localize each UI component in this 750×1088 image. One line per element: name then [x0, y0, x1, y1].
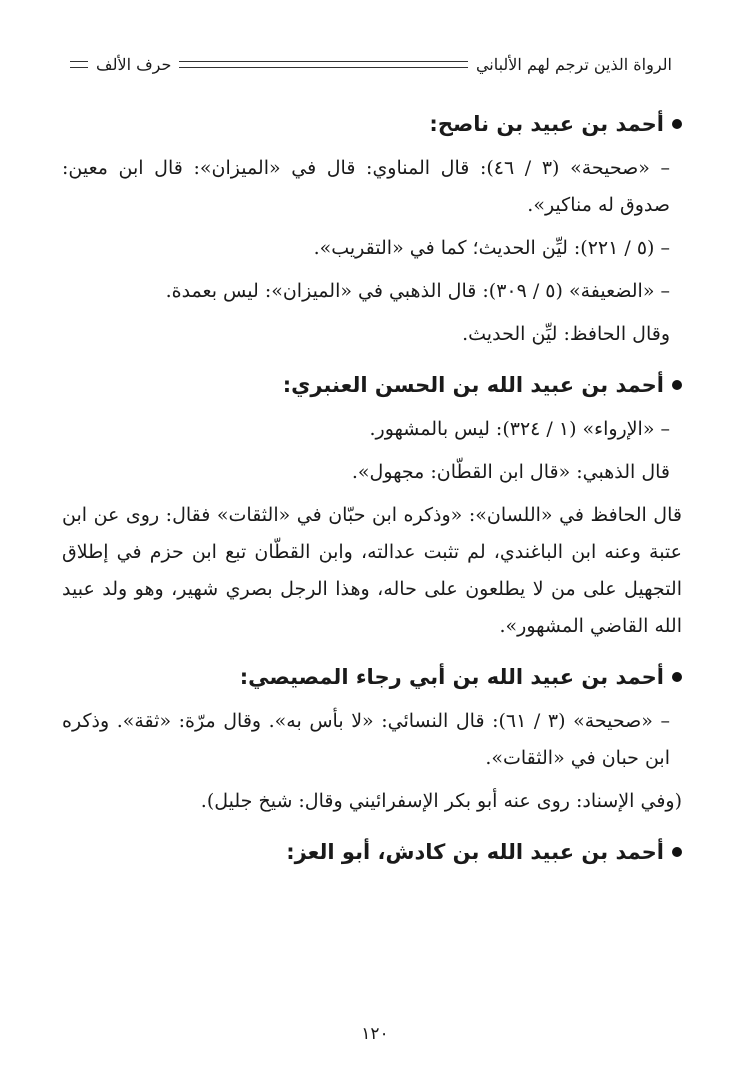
entry-paragraph: – (٥ / ٢٢١): ليِّن الحديث؛ كما في «التقريب». [313, 237, 670, 259]
header-section: حرف الألف [96, 54, 172, 74]
bullet-icon [672, 847, 682, 857]
entry-title [62, 661, 682, 693]
entry-paragraph: – «صحيحة» (٣ / ٤٦): قال المناوي: قال في «الميزان»: قال ابن معين: صدوق له مناكير». [62, 157, 671, 216]
entry-paragraph: – «الضعيفة» (٥ / ٣٠٩): قال الذهبي في «الميزان»: ليس بعمدة. [165, 280, 670, 302]
header-title: الرواة الذين ترجم لهم الألباني [475, 54, 672, 74]
header-rule-short [70, 61, 88, 68]
bullet-icon [672, 119, 682, 129]
entry-paragraph: (وفي الإسناد: روى عنه أبو بكر الإسفرائيني وقال: شيخ جليل). [200, 790, 682, 812]
entry-title-text: أحمد بن عبيد بن ناصح: [429, 112, 664, 136]
header-rule [179, 61, 468, 68]
entry-title-text: أحمد بن عبيد الله بن الحسن العنبري: [282, 373, 664, 397]
entry-title-text: أحمد بن عبيد الله بن كادش، أبو العز: [286, 840, 664, 864]
entry-paragraph: قال الحافظ في «اللسان»: «وذكره ابن حبّان في «الثقات» فقال: روى عن ابن عتبة وعنه ابن الباغندي، لم تثبت عدالته، وابن القطّان تبع ابن حزم في إطلاق التجهيل على من لا يطلعون على حاله، وهذا الرجل بصري شهير، وهو ولد عبيد الله القاضي المشهور». [62, 504, 682, 637]
entry-title [62, 108, 682, 140]
entry-paragraph: – «الإرواء» (١ / ٣٢٤): ليس بالمشهور. [369, 418, 670, 440]
entry-paragraph: – «صحيحة» (٣ / ٦١): قال النسائي: «لا بأس به». وقال مرّة: «ثقة». وذكره ابن حبان في «الثقات». [62, 710, 670, 769]
page-number: ١٢٠ [361, 1024, 389, 1044]
bullet-icon [672, 380, 682, 390]
entry-title [62, 369, 682, 401]
entry-title-text: أحمد بن عبيد الله بن أبي رجاء المصيصي: [239, 665, 664, 689]
running-header [62, 52, 672, 76]
page-content [62, 108, 682, 878]
entry-title [62, 836, 682, 868]
bullet-icon [672, 672, 682, 682]
entry-paragraph: قال الذهبي: «قال ابن القطّان: مجهول». [351, 461, 670, 483]
entry-paragraph: وقال الحافظ: ليِّن الحديث. [462, 323, 670, 345]
